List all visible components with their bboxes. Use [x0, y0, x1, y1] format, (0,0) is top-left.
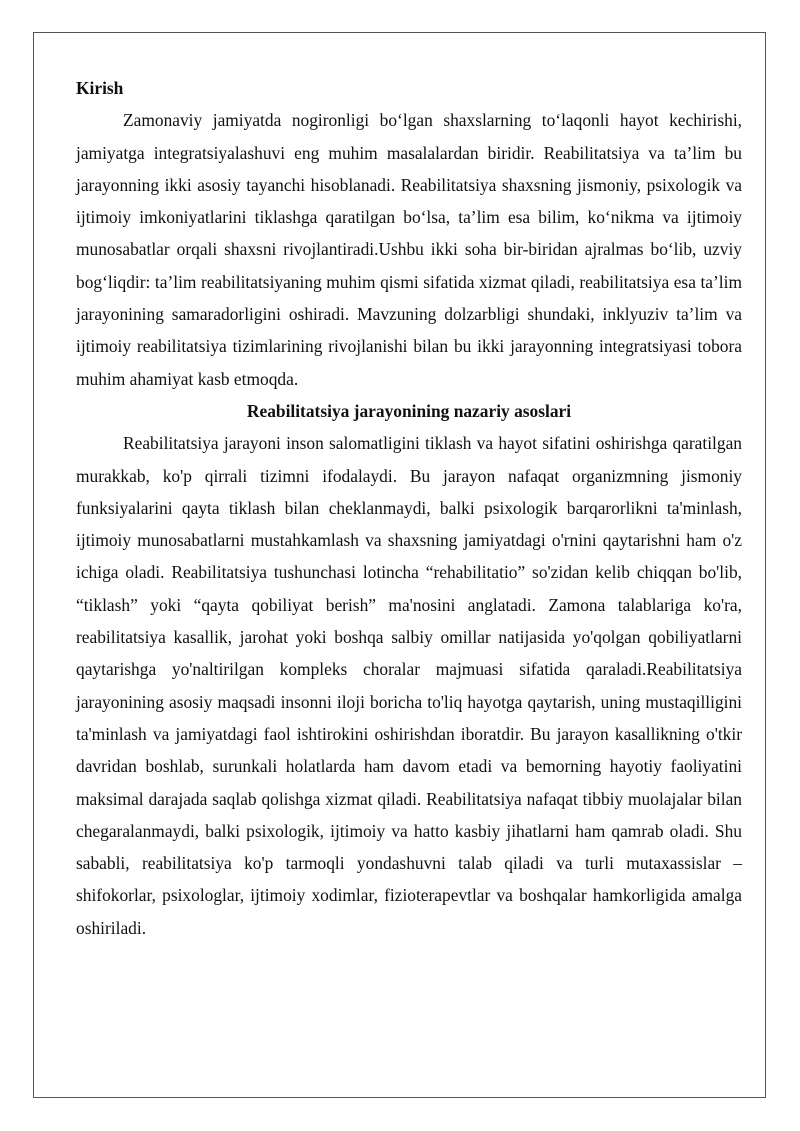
section-paragraph: Reabilitatsiya jarayoni inson salomatligini tiklash va hayot sifatini oshirishga qaratilgan murakkab, ko'p qirrali tizimni ifodalaydi. Bu jarayon nafaqat organizmning jismoniy funksiyalarini qayta tiklash bilan cheklanmaydi, balki psixologik barqarorlikni ta'minlash, ijtimoiy munosabatlarni mustahkamlash va shaxsning jamiyatdagi o'rnini qaytarishni ham o'z ichiga oladi. Reabilitatsiya tushunchasi lotincha “rehabilitatio” so'zidan kelib chiqqan bo'lib, “tiklash” yoki “qayta qobiliyat berish” ma'nosini anglatadi. Zamona talablariga ko'ra, reabilitatsiya kasallik, jarohat yoki boshqa salbiy omillar natijasida yo'qolgan qobiliyatlarni qaytarishga yo'naltirilgan kompleks choralar majmuasi sifatida qaraladi.Reabilitatsiya jarayonining asosiy maqsadi insonni iloji boricha to'liq hayotga qaytarish, uning mustaqilligini ta'minlash va jamiyatdagi faol ishtirokini oshirishdan iboratdir. Bu jarayon kasallikning o'tkir davridan boshlab, surunkali holatlarda ham davom etadi va bemorning hayotiy faoliyatini maksimal darajada saqlab qolishga xizmat qiladi. Reabilitatsiya nafaqat tibbiy muolajalar bilan chegaralanmaydi, balki psixologik, ijtimoiy va hatto kasbiy jihatlarni ham qamrab oladi. Shu sababli, reabilitatsiya ko'p tarmoqli yondashuvni talab qiladi va turli mutaxassislar – shifokorlar, psixologlar, ijtimoiy xodimlar, fizioterapevtlar va boshqalar hamkorligida amalga oshiriladi. [76, 433, 742, 938]
document-body [76, 72, 742, 944]
intro-paragraph: Zamonaviy jamiyatda nogironligi bo‘lgan shaxslarning to‘laqonli hayot kechirishi, jamiyatga integratsiyalashuvi eng muhim masalalardan biridir. Reabilitatsiya va ta’lim bu jarayonning ikki asosiy tayanchi hisoblanadi. Reabilitatsiya shaxsning jismoniy, psixologik va ijtimoiy imkoniyatlarini tiklashga qaratilgan bo‘lsa, ta’lim esa bilim, ko‘nikma va ijtimoiy munosabatlar orqali shaxsni rivojlantiradi.Ushbu ikki soha bir-biridan ajralmas bo‘lib, uzviy bog‘liqdir: ta’lim reabilitatsiyaning muhim qismi sifatida xizmat qiladi, reabilitatsiya esa ta’lim jarayonining samaradorligini oshiradi. Mavzuning dolzarbligi shundaki, inklyuziv ta’lim va ijtimoiy reabilitatsiya tizimlarining rivojlanishi bilan bu ikki jarayonning integratsiyasi tobora muhim ahamiyat kasb etmoqda. [76, 110, 742, 389]
section-heading: Reabilitatsiya jarayonining nazariy asoslari [246, 400, 572, 421]
intro-heading: Kirish [76, 78, 124, 98]
